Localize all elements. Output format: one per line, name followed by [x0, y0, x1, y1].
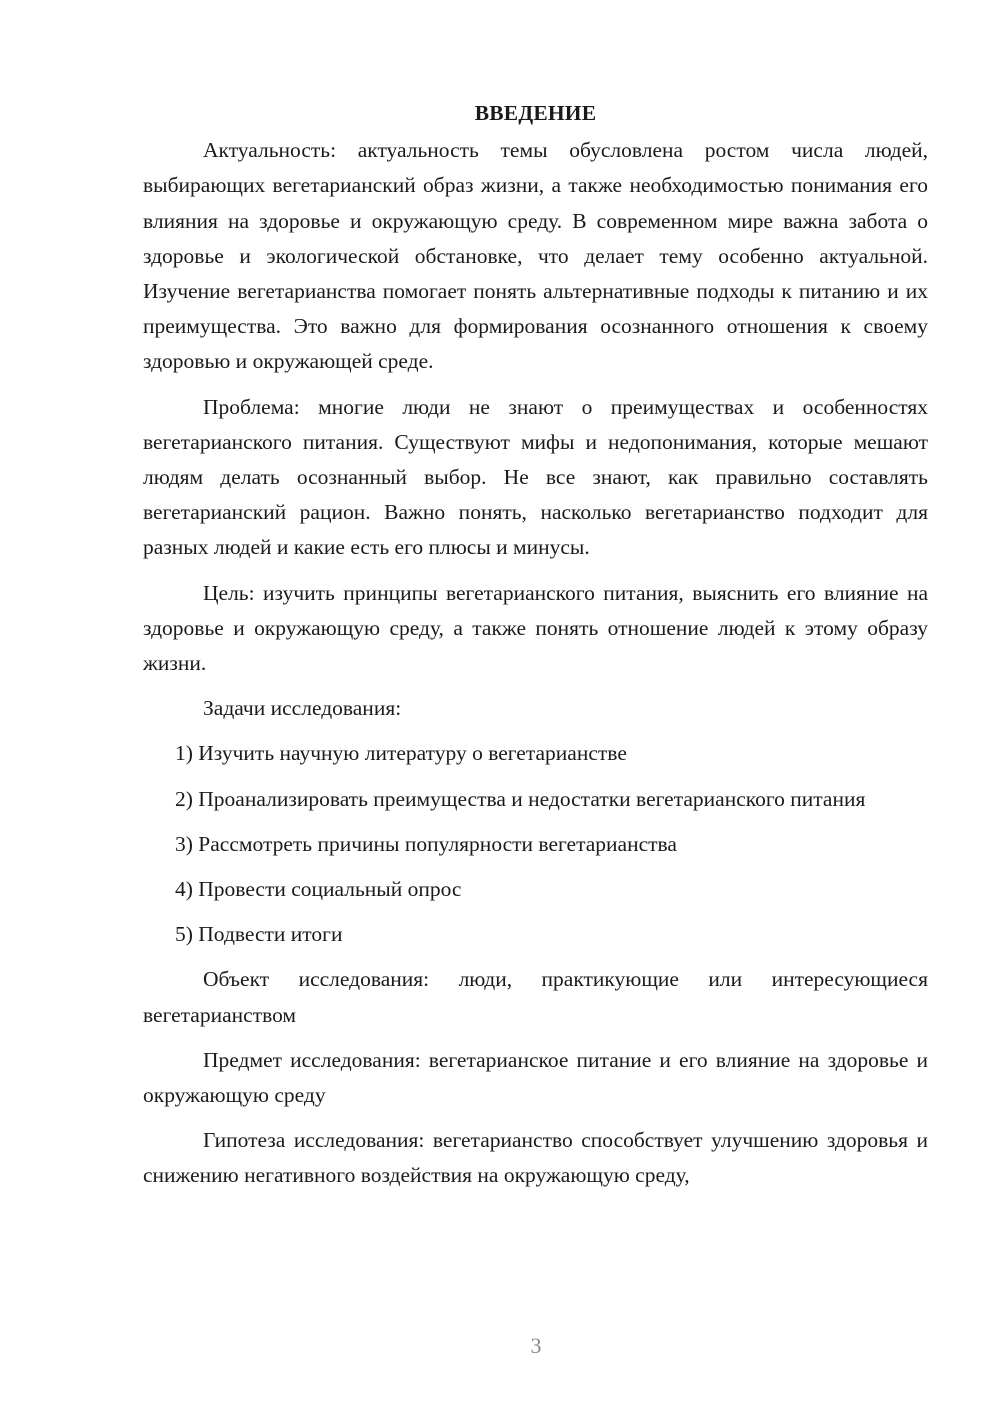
paragraph-object: Объект исследования: люди, практикующие или интересующиеся вегетарианством [143, 967, 928, 1027]
paragraph-goal: Цель: изучить принципы вегетарианского питания, выяснить его влияние на здоровье и окружающую среду, а также понять отношение людей к этому образу жизни. [143, 580, 928, 676]
task-item-2: 2) Проанализировать преимущества и недостатки вегетарианского питания [175, 786, 866, 811]
task-item-3: 3) Рассмотреть причины популярности вегетарианства [175, 831, 677, 856]
paragraph-subject: Предмет исследования: вегетарианское питание и его влияние на здоровье и окружающую среду [143, 1047, 928, 1108]
task-item-5: 5) Подвести итоги [175, 922, 343, 947]
tasks-list [143, 736, 928, 952]
task-item-1: 1) Изучить научную литературу о вегетарианстве [175, 741, 627, 766]
page-number: 3 [530, 1333, 542, 1358]
paragraph-hypothesis: Гипотеза исследования: вегетарианство способствует улучшению здоровья и снижению негативного воздействия на окружающую среду, [143, 1128, 928, 1188]
paragraph-relevance: Актуальность: актуальность темы обусловлена ростом числа людей, выбирающих вегетарианский образ жизни, а также необходимостью понимания его влияния на здоровье и окружающую среду. В современном мире важна забота о здоровье и экологической обстановке, что делает тему особенно актуальной. Изучение вегетарианства помогает понять альтернативные подходы к питанию и их преимущества. Это важно для формирования осознанного отношения к своему здоровью и окружающей среде. [143, 138, 928, 374]
paragraph-problem: Проблема: многие люди не знают о преимуществах и особенностях вегетарианского питания. Существуют мифы и недопонимания, которые мешают людям делать осознанный выбор. Не все знают, как правильно составлять вегетарианский рацион. Важно понять, насколько вегетарианство подходит для разных людей и какие есть его плюсы и минусы. [143, 394, 928, 560]
page-content [143, 96, 928, 1204]
tasks-heading: Задачи исследования: [203, 696, 402, 721]
section-title: ВВЕДЕНИЕ [474, 101, 597, 125]
task-item-4: 4) Провести социальный опрос [175, 877, 462, 902]
